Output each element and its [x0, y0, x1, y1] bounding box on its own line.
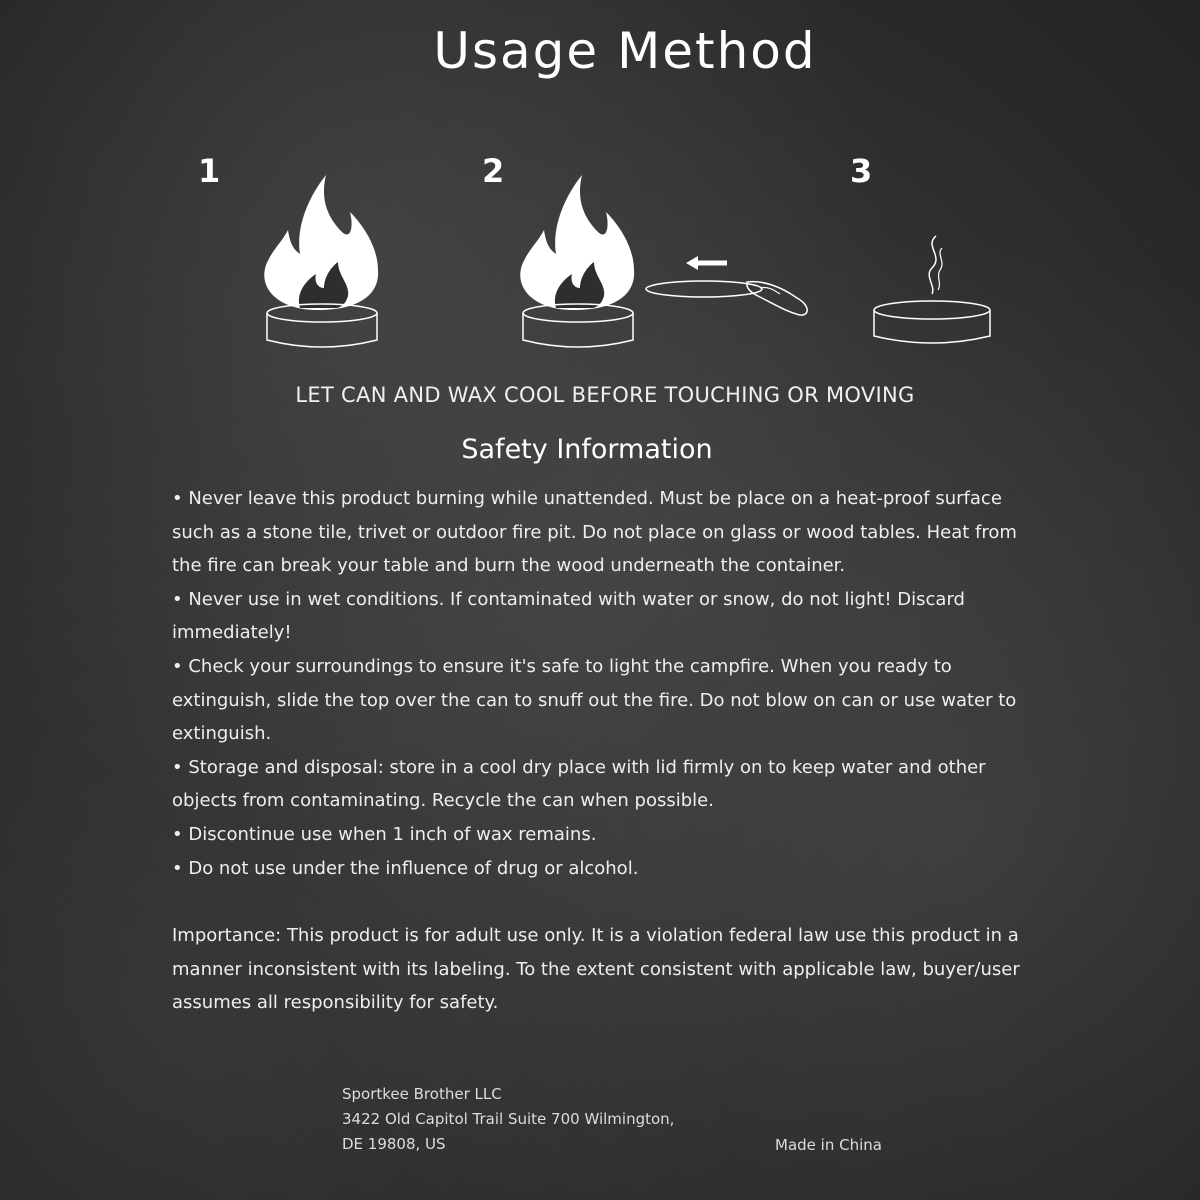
list-item: • Discontinue use when 1 inch of wax remains. — [172, 823, 597, 845]
list-item: • Do not use under the influence of drug or alcohol. — [172, 857, 639, 879]
step-1-number: 1 — [198, 152, 221, 190]
list-item: • Check your surroundings to ensure it's safe to light the campfire. When you ready to extinguish, slide the top over the can to snuff out the fire. Do not blow on can or use water to extinguish. — [172, 655, 1017, 745]
importance-notice — [172, 919, 1042, 1020]
safety-title: Safety Information — [461, 434, 713, 465]
list-item: • Storage and disposal: store in a cool dry place with lid firmly on to keep water and other objects from contaminating. Recycle the can when possible. — [172, 756, 986, 812]
cool-warning-note: LET CAN AND WAX COOL BEFORE TOUCHING OR MOVING — [295, 383, 915, 407]
step-3-number: 3 — [850, 152, 873, 190]
list-item: • Never use in wet conditions. If contaminated with water or snow, do not light! Discard immediately! — [172, 588, 965, 644]
step-2-number: 2 — [482, 152, 505, 190]
importance-label: Importance: — [172, 925, 282, 946]
company-name: Sportkee Brother LLC — [342, 1085, 502, 1103]
company-address-line1: 3422 Old Capitol Trail Suite 700 Wilmington, — [342, 1110, 675, 1128]
safety-list — [172, 482, 1042, 885]
list-item: • Never leave this product burning while unattended. Must be place on a heat-proof surface such as a stone tile, trivet or outdoor fire pit. Do not place on glass or wood tables. Heat from the fire can break your table and burn the wood underneath the container. — [172, 488, 1017, 577]
made-in-label: Made in China — [775, 1136, 882, 1154]
smoking-can-icon — [866, 228, 1001, 353]
flame-can-icon — [258, 170, 388, 355]
company-info — [342, 1082, 674, 1157]
page-title: Usage Method — [433, 22, 817, 80]
company-address-line2: DE 19808, US — [342, 1135, 446, 1153]
flame-can-lid-slide-icon — [512, 170, 822, 355]
importance-text: This product is for adult use only. It is a violation federal law use this product in a manner inconsistent with its labeling. To the extent consistent with applicable law, buyer/user assumes all responsibility for safety. — [172, 925, 1020, 1014]
